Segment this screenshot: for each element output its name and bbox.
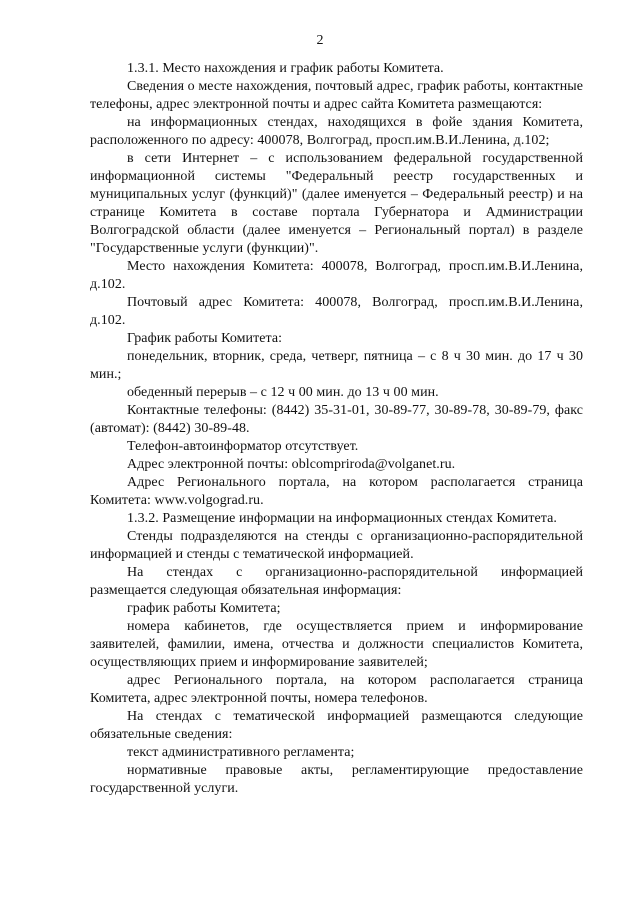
paragraph: на информационных стендах, находящихся в фойе здания Комитета, расположенного по адресу: 400078, Волгоград, просп.им.В.И.Ленина, д.102;: [90, 115, 583, 148]
paragraph: Стенды подразделяются на стенды с организационно-распорядительной информацией и стенды с тематической информацией.: [90, 529, 583, 562]
paragraph: Адрес Регионального портала, на котором располагается страница Комитета: www.volgograd.ru.: [90, 475, 583, 508]
document-body: [90, 60, 583, 798]
paragraph: Сведения о месте нахождения, почтовый адрес, график работы, контактные телефоны, адрес электронной почты и адрес сайта Комитета размещаются:: [90, 79, 583, 112]
paragraph: График работы Комитета:: [127, 331, 283, 346]
paragraph: Почтовый адрес Комитета: 400078, Волгоград, просп.им.В.И.Ленина, д.102.: [90, 295, 583, 328]
paragraph: На стендах с организационно-распорядительной информацией размещается следующая обязательная информация:: [90, 565, 583, 598]
paragraph: 1.3.2. Размещение информации на информационных стендах Комитета.: [127, 511, 557, 526]
paragraph: в сети Интернет – с использованием федеральной государственной информационной системы "Федеральный реестр государственных и муниципальных услуг (функций)" (далее именуется – Федеральный реестр) и на странице Комитета в составе портала Губернатора и Администрации Волгоградской области (далее именуется – Региональный портал) в разделе "Государственные услуги (функции)".: [90, 151, 583, 256]
paragraph: Телефон-автоинформатор отсутствует.: [127, 439, 359, 454]
page-number: 2: [316, 33, 324, 48]
paragraph: Контактные телефоны: (8442) 35-31-01, 30-89-77, 30-89-78, 30-89-79, факс (автомат): (8442) 30-89-48.: [90, 403, 583, 436]
paragraph: нормативные правовые акты, регламентирующие предоставление государственной услуги.: [90, 763, 583, 796]
paragraph: адрес Регионального портала, на котором располагается страница Комитета, адрес электронной почты, номера телефонов.: [90, 673, 583, 706]
paragraph: На стендах с тематической информацией размещаются следующие обязательные сведения:: [90, 709, 583, 742]
paragraph: 1.3.1. Место нахождения и график работы Комитета.: [127, 61, 444, 76]
paragraph: номера кабинетов, где осуществляется прием и информирование заявителей, фамилии, имена, отчества и должности специалистов Комитета, осуществляющих прием и информирование заявителей;: [90, 619, 583, 670]
paragraph: Адрес электронной почты: oblcompriroda@volganet.ru.: [127, 457, 456, 472]
paragraph: понедельник, вторник, среда, четверг, пятница – с 8 ч 30 мин. до 17 ч 30 мин.;: [90, 349, 583, 382]
paragraph: текст административного регламента;: [127, 745, 355, 760]
paragraph: график работы Комитета;: [127, 601, 281, 616]
paragraph: Место нахождения Комитета: 400078, Волгоград, просп.им.В.И.Ленина, д.102.: [90, 259, 583, 292]
paragraph: обеденный перерыв – с 12 ч 00 мин. до 13 ч 00 мин.: [127, 385, 439, 400]
